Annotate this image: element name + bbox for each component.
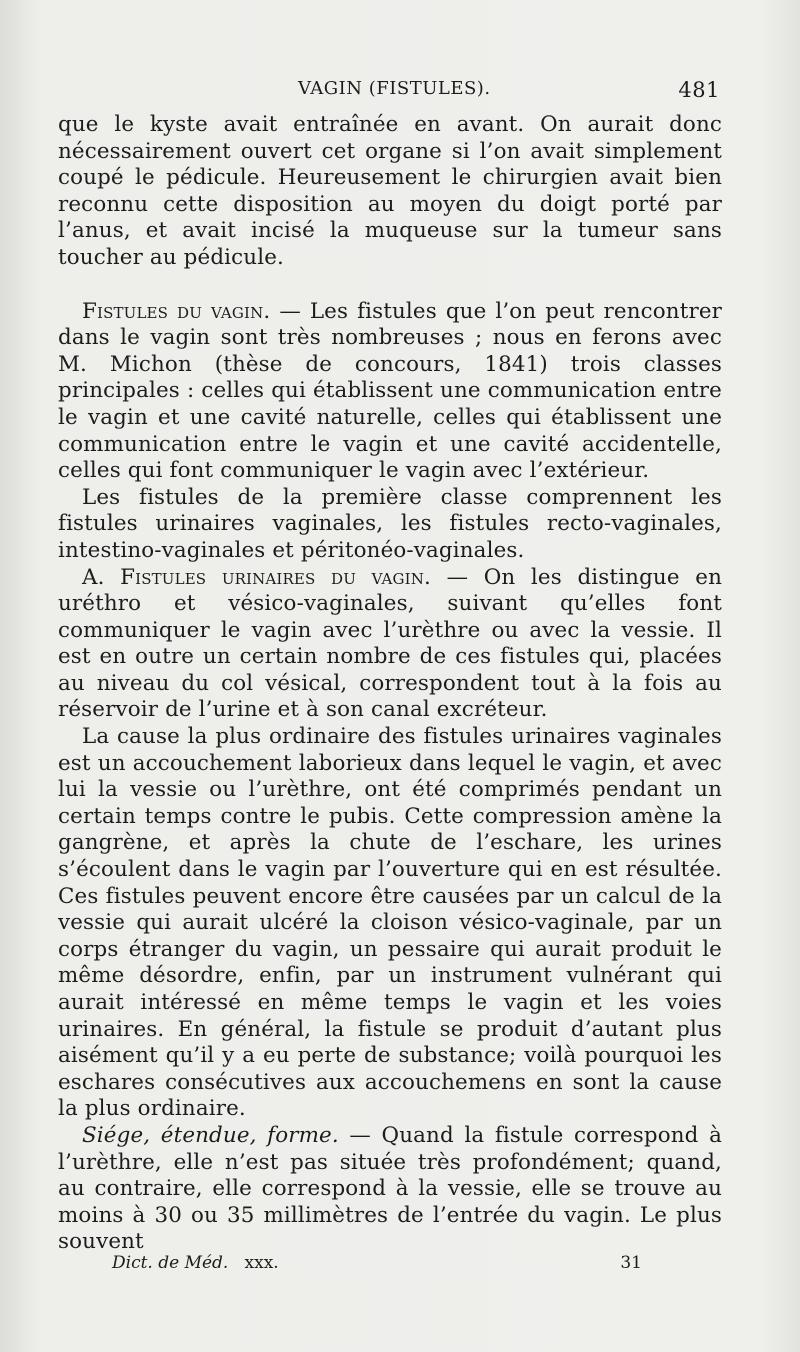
page-header: [58, 78, 720, 108]
paragraph-fistules-urinaires: [58, 565, 722, 725]
footer-volume: xxx.: [244, 1253, 279, 1273]
paragraph-1: que le kyste avait entraînée en avant. On aurait donc nécessairement ouvert cet organe si l’on avait simplement coupé le pédicule. Heureusement le chirurgien avait bien reconnu cette disposition au moyen du doigt porté par l’anus, et avait incisé la muqueuse sur la tumeur sans toucher au pédicule.: [58, 112, 722, 270]
footer-dict: Dict. de Méd.: [112, 1253, 229, 1273]
signature-mark: 31: [620, 1253, 642, 1273]
section-gap: [58, 272, 722, 299]
paragraph-text: — Quand la fistule correspond à l’urèthre, elle n’est pas située très profondément; quand, au contraire, elle correspond à la vessie, elle se trouve au moins à 30 ou 35 millimètres de l’entrée du vagin. Le plus souvent: [58, 1122, 722, 1255]
paragraph-text: — Les fistules que l’on peut rencontrer dans le vagin sont très nombreuses ; nous en ferons avec M. Michon (thèse de concours, 1841) trois classes principales : celles qui établissent une communication entre le vagin et une cavité naturelle, celles qui établissent une communication entre le vagin et une cavité accidentelle, celles qui font communiquer le vagin avec l’extérieur.: [58, 298, 723, 484]
paragraph-fistules-du-vagin: [58, 299, 722, 485]
paragraph-text: — On les distingue en uréthro et vésico-vaginales, suivant qu’elles font communiquer le vagin avec l’urèthre ou avec la vessie. Il est en outre un certain nombre de ces fistules qui, placées au niveau du col vésical, correspondent tout à la fois au réservoir de l’urine et à son canal excréteur.: [58, 564, 722, 723]
paragraph-siege: [58, 1123, 722, 1256]
section-heading-fistules-du-vagin: Fistules du vagin.: [82, 298, 271, 324]
footer-reference: [112, 1253, 279, 1273]
page-footer: [112, 1253, 652, 1277]
running-head: VAGIN (FISTULES).: [298, 78, 491, 99]
page-body: [58, 112, 722, 1256]
page-number: 481: [678, 78, 720, 102]
section-heading-siege: Siége, étendue, forme.: [82, 1122, 339, 1148]
paragraph-3: Les fistules de la première classe comprennent les fistules urinaires vaginales, les fistules recto-vaginales, intestino-vaginales et péritonéo-vaginales.: [58, 484, 722, 563]
paragraph-5: La cause la plus ordinaire des fistules urinaires vaginales est un accouchement laborieux dans lequel le vagin, et avec lui la vessie ou l’urèthre, ont été comprimés pendant un certain temps contre le pubis. Cette compression amène la gangrène, et après la chute de l’eschare, les urines s’écoulent dans le vagin par l’ouverture qui en est résultée. Ces fistules peuvent encore être causées par un calcul de la vessie qui aurait ulcéré la cloison vésico-vaginale, par un corps étranger du vagin, un pessaire qui aurait produit le même désordre, enfin, par un instrument vulnérant qui aurait intéressé en même temps le vagin et les voies urinaires. En général, la fistule se produit d’autant plus aisément qu’il y a eu perte de substance; voilà pourquoi les eschares consécutives aux accouchemens en sont la cause la plus ordinaire.: [58, 724, 722, 1122]
section-heading-fistules-urinaires: A. Fistules urinaires du vagin.: [82, 564, 431, 590]
